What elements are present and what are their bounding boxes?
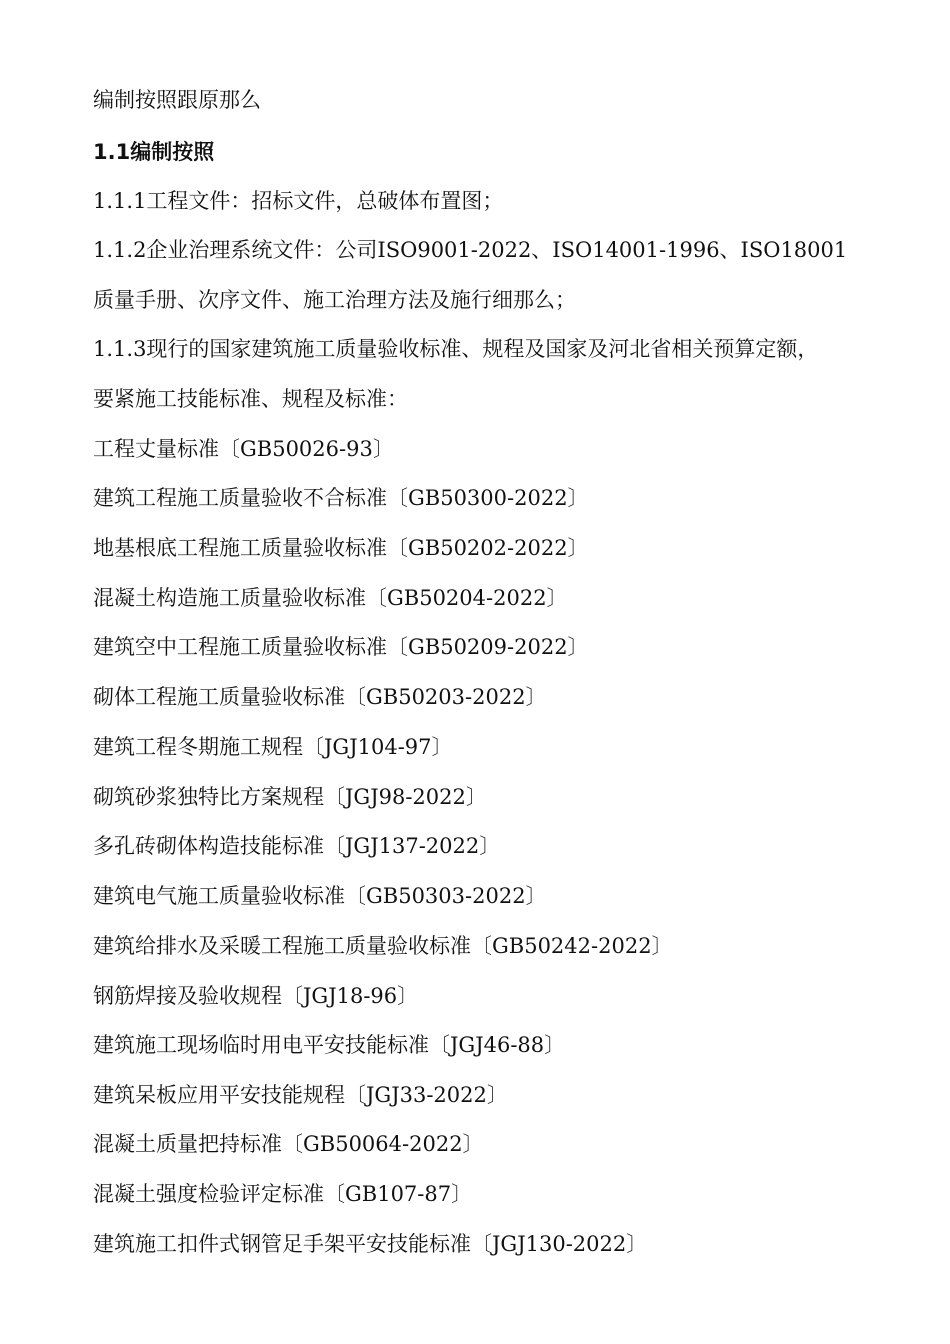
standard-item: 混凝土构造施工质量验收标准〔GB50204-2022〕 (93, 586, 568, 610)
standard-item: 建筑工程冬期施工规程〔JGJ104-97〕 (93, 735, 453, 759)
paragraph: 质量手册、次序文件、施工治理方法及施行细那么； (93, 288, 576, 312)
standard-item: 混凝土质量把持标准〔GB50064-2022〕 (93, 1132, 484, 1156)
section-heading: 1.1编制按照 (93, 140, 215, 164)
standard-item: 砌体工程施工质量验收标准〔GB50203-2022〕 (93, 685, 547, 709)
standard-item: 多孔砖砌体构造技能标准〔JGJ137-2022〕 (93, 834, 501, 858)
standard-item: 建筑空中工程施工质量验收标准〔GB50209-2022〕 (93, 635, 589, 659)
standard-item: 钢筋焊接及验收规程〔JGJ18-96〕 (93, 984, 419, 1008)
standard-item: 建筑施工扣件式钢管足手架平安技能标准〔JGJ130-2022〕 (93, 1232, 648, 1256)
standard-item: 建筑呆板应用平安技能规程〔JGJ33-2022〕 (93, 1083, 508, 1107)
standard-item: 建筑工程施工质量验收不合标准〔GB50300-2022〕 (93, 486, 589, 510)
paragraph: 要紧施工技能标准、规程及标准： (93, 387, 408, 411)
paragraph: 1.1.3现行的国家建筑施工质量验收标准、规程及国家及河北省相关预算定额， (93, 337, 819, 361)
standard-item: 建筑给排水及采暖工程施工质量验收标准〔GB50242-2022〕 (93, 934, 673, 958)
paragraph: 1.1.2企业治理系统文件：公司ISO9001-2022、ISO14001-1996、ISO18001 (93, 238, 848, 262)
standard-item: 混凝土强度检验评定标准〔GB107-87〕 (93, 1182, 473, 1206)
standard-item: 砌筑砂浆独特比方案规程〔JGJ98-2022〕 (93, 785, 487, 809)
document-title: 编制按照跟原那么 (93, 88, 261, 112)
paragraph: 1.1.1工程文件：招标文件，总破体布置图； (93, 189, 504, 213)
standard-item: 建筑施工现场临时用电平安技能标准〔JGJ46-88〕 (93, 1033, 566, 1057)
standard-item: 建筑电气施工质量验收标准〔GB50303-2022〕 (93, 884, 547, 908)
standard-item: 地基根底工程施工质量验收标准〔GB50202-2022〕 (93, 536, 589, 560)
standard-item: 工程丈量标准〔GB50026-93〕 (93, 437, 394, 461)
